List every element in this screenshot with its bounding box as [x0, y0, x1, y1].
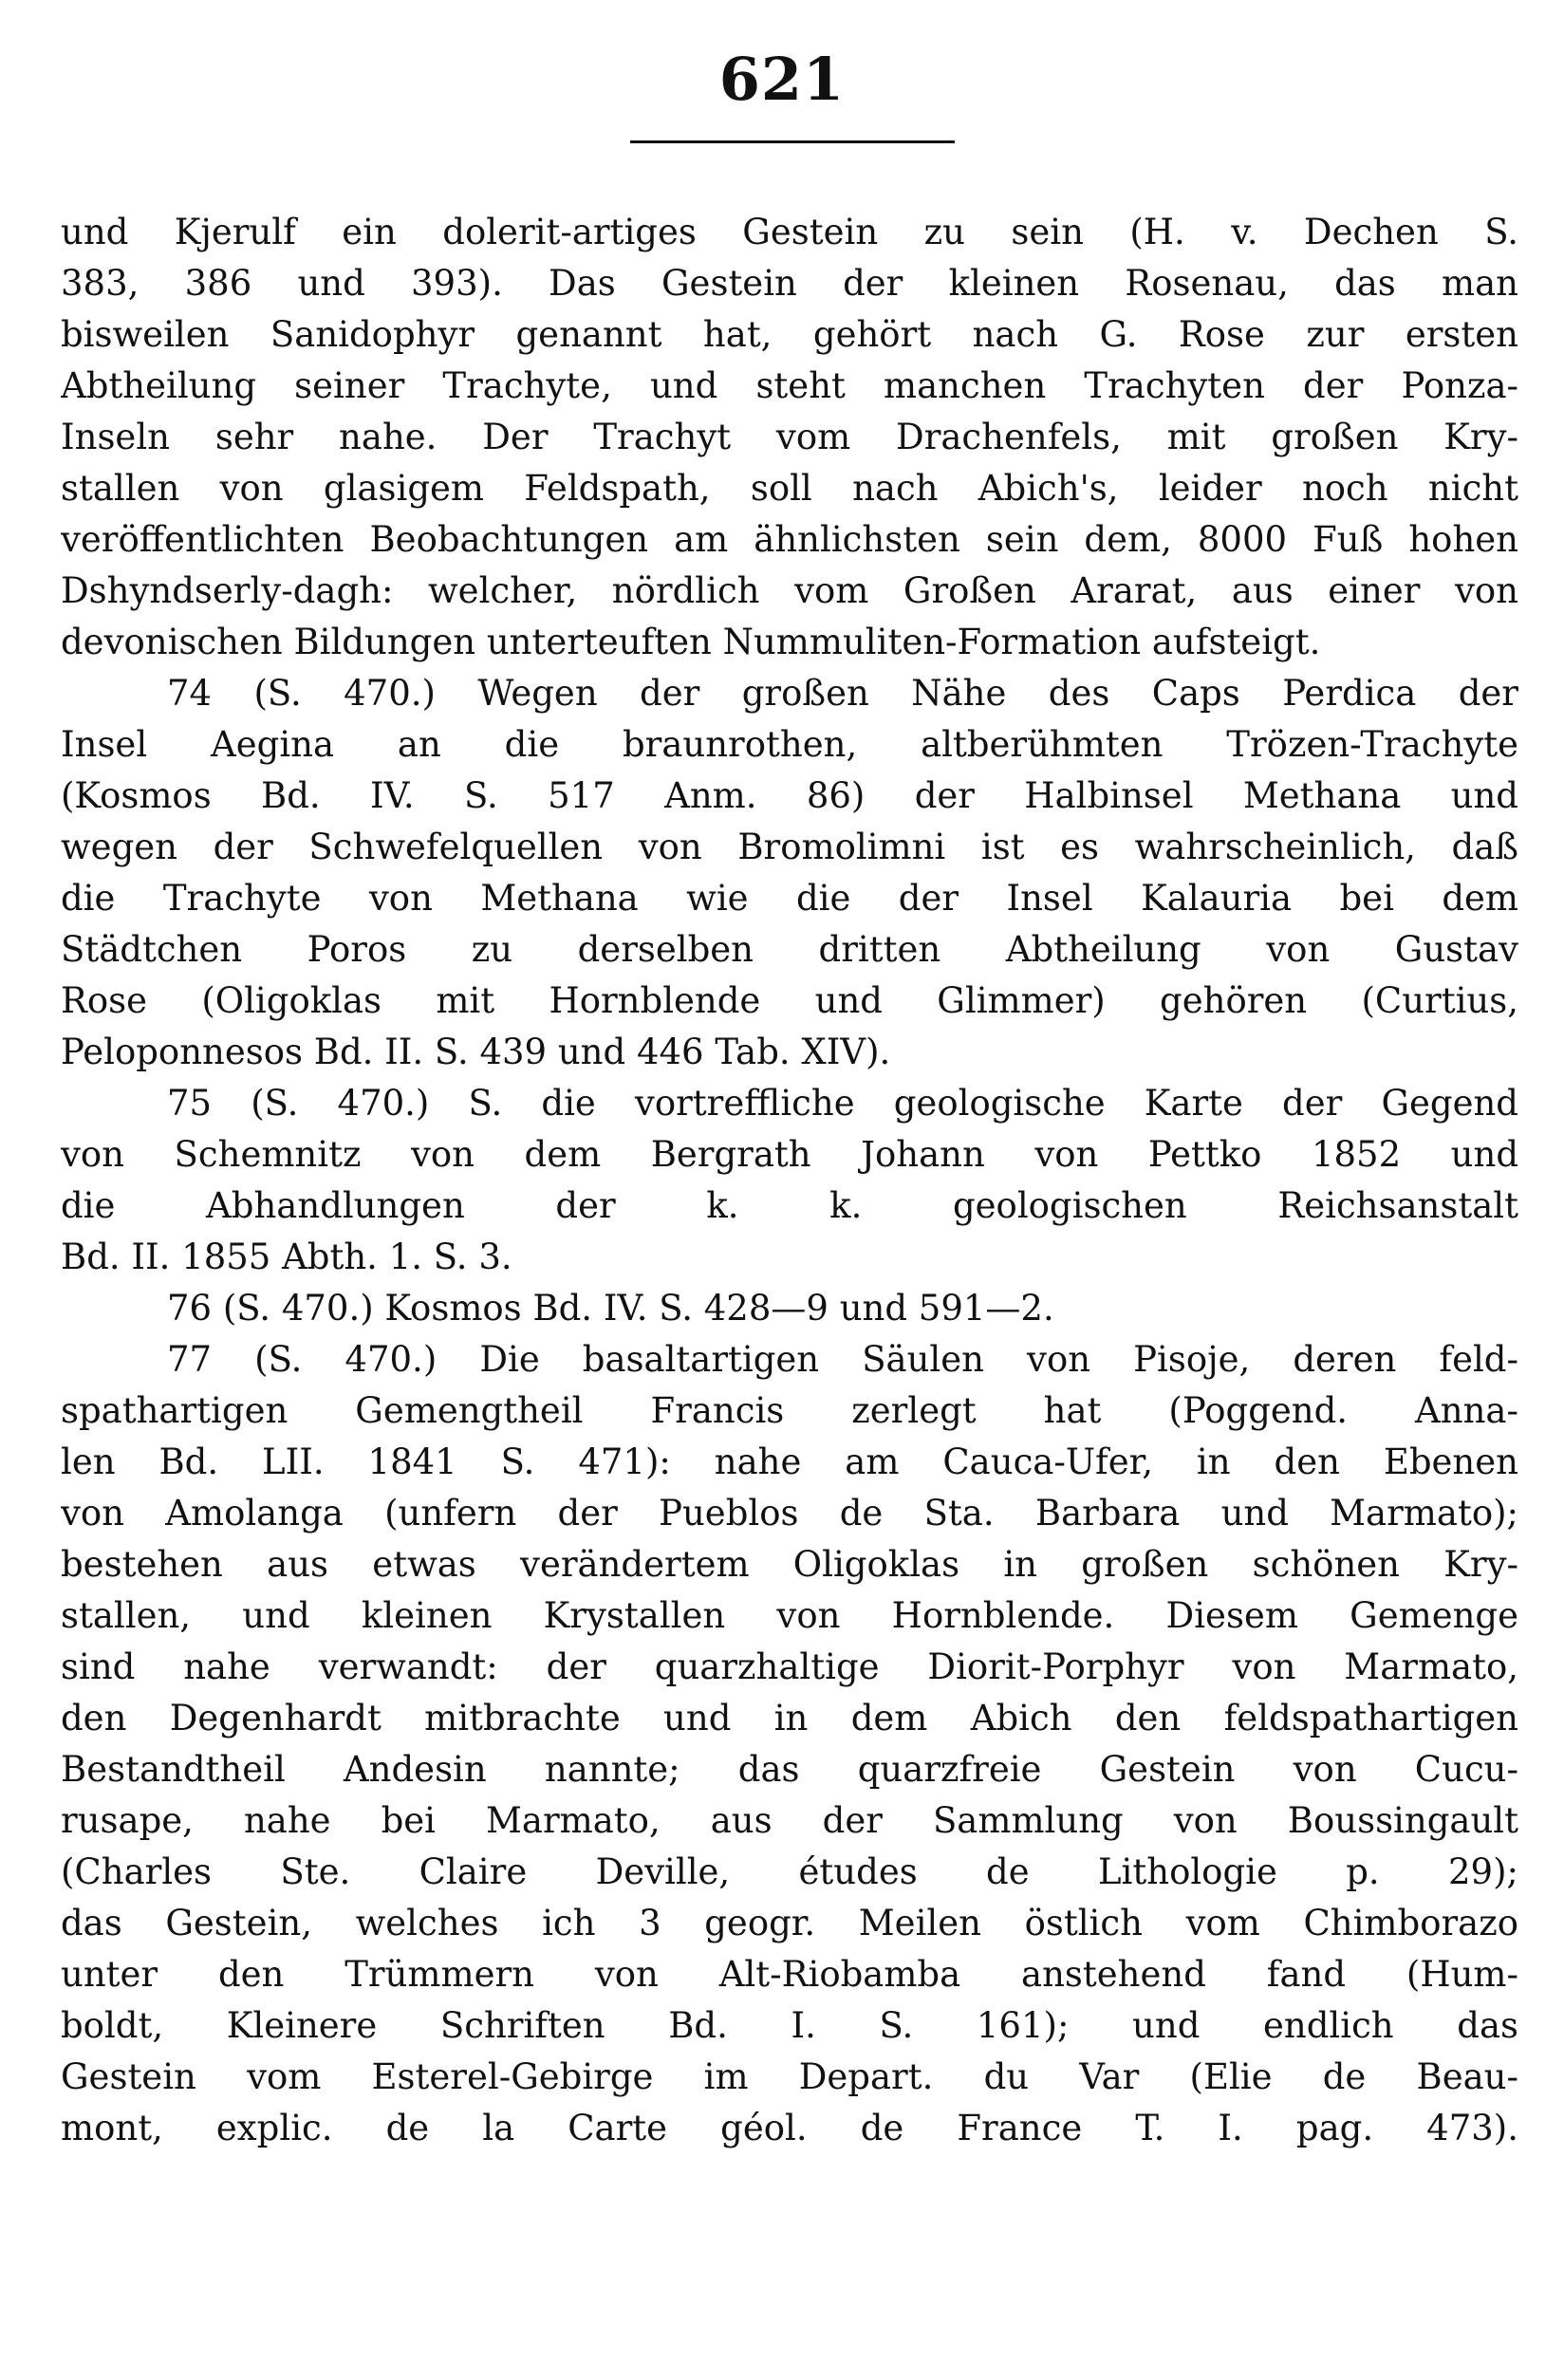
footnotes-text-body	[61, 207, 1518, 2154]
text-line: 383, 386 und 393). Das Gestein der kleinen Rosenau, das man	[61, 263, 1518, 304]
text-line: bestehen aus etwas verändertem Oligoklas in großen schönen Kry-	[61, 1544, 1518, 1585]
page-number: 621	[718, 45, 846, 114]
text-line: wegen der Schwefelquellen von Bromolimni ist es wahrscheinlich, daß	[61, 827, 1518, 867]
text-line: stallen von glasigem Feldspath, soll nach Abich's, leider noch nicht	[61, 468, 1518, 509]
text-line: sind nahe verwandt: der quarzhaltige Diorit-Porphyr von Marmato,	[61, 1646, 1518, 1687]
text-line: Bestandtheil Andesin nannte; das quarzfreie Gestein von Cucu-	[61, 1749, 1518, 1790]
text-line: 74 (S. 470.) Wegen der großen Nähe des Caps Perdica der	[167, 673, 1518, 714]
text-line: von Amolanga (unfern der Pueblos de Sta. Barbara und Marmato);	[61, 1493, 1518, 1534]
text-line: Gestein vom Esterel-Gebirge im Depart. du Var (Elie de Beau-	[61, 2056, 1518, 2097]
text-line: und Kjerulf ein dolerit-artiges Gestein zu sein (H. v. Dechen S.	[61, 212, 1518, 252]
text-line: Insel Aegina an die braunrothen, altberühmten Trözen-Trachyte	[61, 724, 1518, 765]
text-line: die Abhandlungen der k. k. geologischen Reichsanstalt	[61, 1185, 1518, 1226]
text-line: (Charles Ste. Claire Deville, études de Lithologie p. 29);	[61, 1851, 1518, 1892]
text-line: len Bd. LII. 1841 S. 471): nahe am Cauca-Ufer, in den Ebenen	[61, 1441, 1518, 1482]
text-line: Abtheilung seiner Trachyte, und steht manchen Trachyten der Ponza-	[61, 365, 1518, 406]
text-line: boldt, Kleinere Schriften Bd. I. S. 161); und endlich das	[61, 2005, 1518, 2046]
text-line: unter den Trümmern von Alt-Riobamba anstehend fand (Hum-	[61, 1954, 1518, 1995]
text-line: spathartigen Gemengtheil Francis zerlegt hat (Poggend. Anna-	[61, 1390, 1518, 1431]
text-line: Städtchen Poros zu derselben dritten Abtheilung von Gustav	[61, 929, 1518, 970]
text-line: rusape, nahe bei Marmato, aus der Sammlung von Boussingault	[61, 1800, 1518, 1841]
text-line: devonischen Bildungen unterteuften Nummuliten-Formation aufsteigt.	[61, 622, 1321, 662]
text-line: Dshyndserly-dagh: welcher, nördlich vom Großen Ararat, aus einer von	[61, 570, 1518, 611]
text-line: Inseln sehr nahe. Der Trachyt vom Drachenfels, mit großen Kry-	[61, 417, 1518, 457]
header-rule	[630, 140, 955, 143]
text-line: 75 (S. 470.) S. die vortreffliche geologische Karte der Gegend	[167, 1083, 1518, 1124]
text-line: Bd. II. 1855 Abth. 1. S. 3.	[61, 1236, 512, 1277]
text-line: 77 (S. 470.) Die basaltartigen Säulen von Pisoje, deren feld-	[167, 1339, 1518, 1380]
text-line: das Gestein, welches ich 3 geogr. Meilen östlich vom Chimborazo	[61, 1903, 1518, 1943]
text-line: Peloponnesos Bd. II. S. 439 und 446 Tab. XIV).	[61, 1032, 891, 1072]
text-line: bisweilen Sanidophyr genannt hat, gehört nach G. Rose zur ersten	[61, 314, 1518, 355]
text-line: die Trachyte von Methana wie die der Insel Kalauria bei dem	[61, 878, 1518, 919]
text-line: veröffentlichten Beobachtungen am ähnlichsten sein dem, 8000 Fuß hohen	[61, 519, 1518, 560]
text-line: stallen, und kleinen Krystallen von Hornblende. Diesem Gemenge	[61, 1595, 1518, 1636]
text-line: mont, explic. de la Carte géol. de France T. I. pag. 473).	[61, 2108, 1518, 2148]
text-line: (Kosmos Bd. IV. S. 517 Anm. 86) der Halbinsel Methana und	[61, 775, 1518, 816]
text-line: von Schemnitz von dem Bergrath Johann von Pettko 1852 und	[61, 1134, 1518, 1175]
text-line: 76 (S. 470.) Kosmos Bd. IV. S. 428—9 und 591—2.	[167, 1288, 1054, 1329]
text-line: den Degenhardt mitbrachte und in dem Abich den feldspathartigen	[61, 1698, 1518, 1739]
text-line: Rose (Oligoklas mit Hornblende und Glimmer) gehören (Curtius,	[61, 980, 1518, 1021]
